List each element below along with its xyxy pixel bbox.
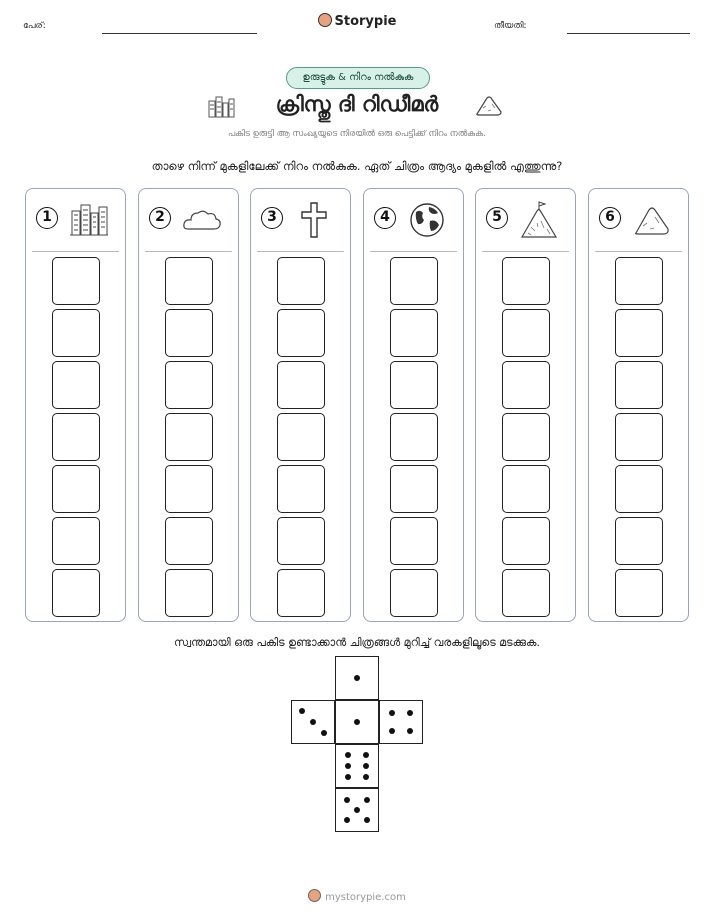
footer-url[interactable]: mystorypie.com: [325, 892, 406, 903]
column-number: 3: [261, 207, 283, 229]
column-divider: [595, 251, 682, 252]
column-2: [138, 188, 239, 622]
color-box[interactable]: [390, 413, 438, 461]
color-box[interactable]: [615, 309, 663, 357]
color-box[interactable]: [165, 309, 213, 357]
color-box[interactable]: [277, 309, 325, 357]
color-box[interactable]: [52, 569, 100, 617]
color-box[interactable]: [52, 413, 100, 461]
name-line: [102, 33, 257, 34]
color-box[interactable]: [390, 569, 438, 617]
color-box[interactable]: [277, 257, 325, 305]
die-pip: [363, 763, 369, 769]
color-box[interactable]: [390, 309, 438, 357]
page-title: ക്രിസ്തു ദി റിഡീമർ: [275, 92, 439, 116]
column-3: [250, 188, 351, 622]
color-box[interactable]: [277, 361, 325, 409]
die-pip: [407, 728, 413, 734]
column-divider: [257, 251, 344, 252]
die-pip: [344, 797, 350, 803]
column-number: 2: [149, 207, 171, 229]
color-box[interactable]: [502, 257, 550, 305]
die-pip: [389, 728, 395, 734]
color-box[interactable]: [52, 309, 100, 357]
column-6: [588, 188, 689, 622]
color-box[interactable]: [165, 569, 213, 617]
mountain-flag-icon: [519, 201, 559, 239]
die-pip: [345, 774, 351, 780]
column-number: 1: [36, 207, 58, 229]
color-box[interactable]: [615, 465, 663, 513]
column-5: [475, 188, 576, 622]
brand-logo: [0, 13, 714, 29]
activity-badge: ഉരുട്ടുക & നിറം നൽകുക: [286, 67, 430, 89]
color-box[interactable]: [52, 361, 100, 409]
color-box[interactable]: [615, 569, 663, 617]
cloud-icon: [182, 201, 222, 239]
color-box[interactable]: [390, 257, 438, 305]
die-pip: [364, 817, 370, 823]
color-box[interactable]: [277, 517, 325, 565]
die-net: [290, 656, 424, 834]
column-divider: [145, 251, 232, 252]
color-box[interactable]: [615, 361, 663, 409]
die-face-1: [335, 700, 379, 744]
color-box[interactable]: [165, 465, 213, 513]
die-pip: [354, 807, 360, 813]
color-box[interactable]: [52, 257, 100, 305]
die-face-3: [291, 700, 335, 744]
color-box[interactable]: [165, 413, 213, 461]
color-box[interactable]: [502, 465, 550, 513]
instruction: താഴെ നിന്ന് മുകളിലേക്ക് നിറം നൽകുക. ഏത് ചിത്രം ആദ്യം മുകളിൽ എത്തുന്നു?: [151, 159, 563, 173]
die-pip: [299, 708, 305, 714]
die-face-6: [335, 744, 379, 788]
die-pip: [344, 817, 350, 823]
color-box[interactable]: [52, 465, 100, 513]
die-pip: [364, 797, 370, 803]
column-divider: [482, 251, 569, 252]
die-pip: [354, 719, 360, 725]
storypie-mascot-icon: [318, 13, 332, 27]
date-line: [567, 33, 690, 34]
rock-icon: [632, 201, 672, 239]
die-pip: [310, 719, 316, 725]
subtitle: പകിട ഉരുട്ടി ആ സംഖ്യയുടെ നിരയിൽ ഒരു പെട്ടിക്ക് നിറം നൽകുക.: [228, 129, 486, 139]
die-face-1: [335, 656, 379, 700]
color-box[interactable]: [390, 361, 438, 409]
column-4: [363, 188, 464, 622]
column-number: 4: [374, 207, 396, 229]
column-number: 5: [486, 207, 508, 229]
color-box[interactable]: [165, 361, 213, 409]
die-pip: [363, 752, 369, 758]
die-pip: [407, 710, 413, 716]
city-buildings-icon: [69, 201, 109, 239]
die-pip: [354, 675, 360, 681]
storypie-mascot-icon: [308, 889, 321, 902]
color-box[interactable]: [502, 309, 550, 357]
column-1: [25, 188, 126, 622]
color-box[interactable]: [502, 517, 550, 565]
color-box[interactable]: [165, 257, 213, 305]
color-box[interactable]: [390, 465, 438, 513]
die-instruction: സ്വന്തമായി ഒരു പകിട ഉണ്ടാക്കാൻ ചിത്രങ്ങൾ മുറിച്ച് വരകളിലൂടെ മടക്കുക.: [174, 636, 540, 649]
cross-icon: [294, 201, 334, 239]
color-box[interactable]: [52, 517, 100, 565]
die-pip: [345, 763, 351, 769]
die-pip: [363, 774, 369, 780]
column-divider: [32, 251, 119, 252]
color-box[interactable]: [502, 361, 550, 409]
die-pip: [389, 710, 395, 716]
column-number: 6: [599, 207, 621, 229]
color-box[interactable]: [615, 517, 663, 565]
date-label: തീയതി:: [494, 21, 527, 31]
color-box[interactable]: [277, 413, 325, 461]
color-box[interactable]: [615, 413, 663, 461]
die-face-5: [335, 788, 379, 832]
die-pip: [345, 752, 351, 758]
die-face-4: [379, 700, 423, 744]
name-label: പേര്:: [23, 21, 46, 31]
column-divider: [370, 251, 457, 252]
color-box[interactable]: [277, 465, 325, 513]
die-pip: [321, 730, 327, 736]
color-box[interactable]: [502, 569, 550, 617]
brand-name: Storypie: [334, 14, 397, 29]
color-box[interactable]: [165, 517, 213, 565]
globe-icon: [407, 201, 447, 239]
title-rock-icon: [474, 94, 504, 118]
color-box[interactable]: [277, 569, 325, 617]
color-box[interactable]: [390, 517, 438, 565]
color-box[interactable]: [502, 413, 550, 461]
footer: [0, 889, 714, 903]
color-box[interactable]: [615, 257, 663, 305]
